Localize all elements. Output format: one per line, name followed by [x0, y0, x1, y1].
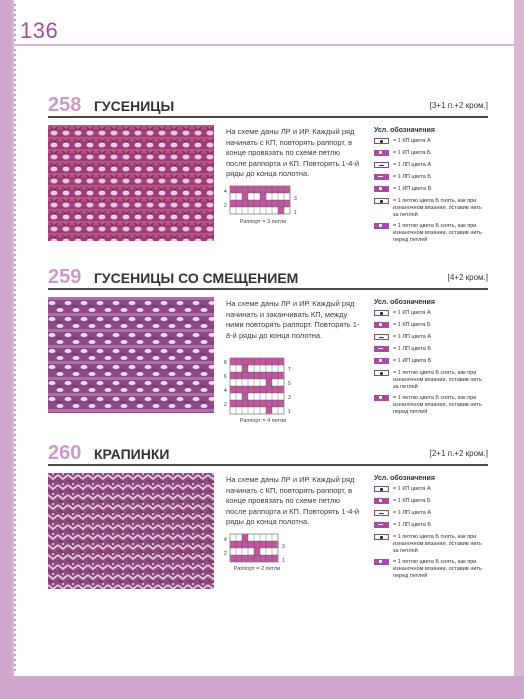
chart-row-label: 3 [288, 395, 291, 401]
stitch-symbol-icon [374, 174, 389, 180]
legend-item: = 1 ЛП цвета Б [374, 346, 488, 354]
legend-item: = 1 петлю цвета Б снять, как при изнаночном вязании, оставив нить перед петлей [374, 223, 488, 244]
legend [374, 127, 488, 248]
title-rule [48, 116, 488, 118]
stitch-count: [4+2 кром.] [447, 273, 488, 282]
knitting-chart [224, 356, 304, 424]
chart-row-label: 6 [224, 374, 227, 380]
perforation-line [14, 4, 16, 672]
slip-stitch-icon [374, 198, 389, 204]
legend [374, 475, 488, 584]
chart-row-label: 4 [224, 388, 227, 394]
chart-row-label: 4 [224, 537, 227, 543]
legend-item: = 1 ЛП цвета Б [374, 174, 488, 182]
legend-item: = 1 КП цвета Б [374, 498, 488, 506]
knitting-chart [224, 532, 304, 572]
legend-item: = 1 ИП цвета Б [374, 358, 488, 366]
chart-row-label: 7 [288, 367, 291, 373]
rapport-note: Раппорт = 2 петли [233, 566, 281, 572]
stitch-symbol-icon [374, 510, 389, 516]
stitch-count: [2+1 п.+2 кром.] [429, 449, 488, 458]
legend-title: Усл. обозначения [374, 127, 435, 134]
legend-item: = 1 ЛП цвета А [374, 334, 488, 342]
legend-item: = 1 петлю цвета Б снять, как при изнаночном вязании, оставив нить за петлей [374, 534, 488, 555]
stitch-symbol-icon [374, 310, 389, 316]
pattern-number: 259 [48, 266, 82, 288]
slip-stitch-icon [374, 223, 389, 229]
title-rule [48, 464, 488, 466]
chart-row-label: 2 [224, 402, 227, 408]
chart-row-label: 4 [224, 189, 227, 195]
slip-stitch-icon [374, 370, 389, 376]
legend-item: = 1 КП цвета А [374, 138, 488, 146]
pattern-title-row [48, 266, 488, 292]
title-rule [48, 288, 488, 290]
stitch-symbol-icon [374, 358, 389, 364]
pattern-description: На схеме даны ЛР и ИР. Каждый ряд начинать с КП, повторять раппорт, в конце провязать по схеме петлю после раппорта и КП. Повторять 1-4-й ряды до конца полотна. [226, 127, 360, 178]
legend-item: = 1 КП цвета Б [374, 322, 488, 330]
knitting-chart [224, 184, 304, 225]
rapport-note: Раппорт = 4 петли [239, 418, 287, 424]
chart-row-label: 1 [294, 210, 297, 216]
knit-swatch-photo [48, 125, 214, 241]
chart-row-label: 8 [224, 360, 227, 366]
legend-item: = 1 петлю цвета Б снять, как при изнаночном вязании, оставив нить перед петлей [374, 559, 488, 580]
bottom-border [0, 676, 524, 699]
pattern-name: КРАПИНКИ [94, 446, 170, 462]
rapport-note: Раппорт = 3 петли [239, 219, 287, 225]
pattern-description: На схеме даны ЛР и ИР. Каждый ряд начинать и заканчивать КП, между ними повторять раппорт. Повторять 1-8-й ряды до конца полотна. [226, 299, 360, 340]
stitch-symbol-icon [374, 346, 389, 352]
chart-row-label: 1 [282, 558, 285, 564]
stitch-count: [3+1 п.+2 кром.] [429, 101, 488, 110]
slip-stitch-icon [374, 395, 389, 401]
pattern-number: 260 [48, 442, 82, 464]
legend-title: Усл. обозначения [374, 299, 435, 306]
stitch-symbol-icon [374, 486, 389, 492]
chart-row-label: 3 [294, 196, 297, 202]
pattern-number: 258 [48, 94, 82, 116]
left-border [0, 0, 12, 699]
legend-item: = 1 ЛП цвета А [374, 510, 488, 518]
stitch-symbol-icon [374, 322, 389, 328]
legend-item: = 1 петлю цвета Б снять, как при изнаночном вязании, оставив нить за петлей [374, 370, 488, 391]
legend-item: = 1 КП цвета А [374, 310, 488, 318]
pattern-title-row [48, 442, 488, 468]
legend-item: = 1 ЛП цвета А [374, 162, 488, 170]
legend-item: = 1 КП цвета А [374, 486, 488, 494]
pattern-title-row [48, 94, 488, 120]
knit-swatch-photo [48, 297, 214, 413]
legend-item: = 1 петлю цвета Б снять, как при изнаночном вязании, оставив нить за петлей [374, 198, 488, 219]
pattern-description: На схеме даны ЛР и ИР. Каждый ряд начинать с КП, повторять раппорт, в конце провязать по схеме петлю после раппорта и КП. Повторять 1-4-й ряды до конца полотна. [226, 475, 360, 526]
slip-stitch-icon [374, 559, 389, 565]
stitch-symbol-icon [374, 186, 389, 192]
pattern-name: ГУСЕНИЦЫ СО СМЕЩЕНИЕМ [94, 270, 299, 286]
stitch-symbol-icon [374, 498, 389, 504]
legend-title: Усл. обозначения [374, 475, 435, 482]
legend-item: = 1 петлю цвета Б снять, как при изнаночном вязании, оставив нить перед петлей [374, 395, 488, 416]
header-rule [14, 44, 514, 46]
chart-row-label: 3 [282, 544, 285, 550]
slip-stitch-icon [374, 534, 389, 540]
legend-item: = 1 ИП цвета Б [374, 186, 488, 194]
stitch-symbol-icon [374, 150, 389, 156]
legend-item: = 1 КП цвета Б [374, 150, 488, 158]
chart-row-label: 5 [288, 381, 291, 387]
stitch-symbol-icon [374, 522, 389, 528]
legend [374, 299, 488, 420]
chart-row-label: 1 [288, 409, 291, 415]
stitch-symbol-icon [374, 138, 389, 144]
pattern-name: ГУСЕНИЦЫ [94, 98, 175, 114]
stitch-symbol-icon [374, 162, 389, 168]
legend-item: = 1 ЛП цвета Б [374, 522, 488, 530]
chart-row-label: 2 [224, 203, 227, 209]
knit-swatch-photo [48, 473, 214, 589]
page-number: 136 [20, 18, 59, 43]
stitch-symbol-icon [374, 334, 389, 340]
chart-row-label: 2 [224, 551, 227, 557]
